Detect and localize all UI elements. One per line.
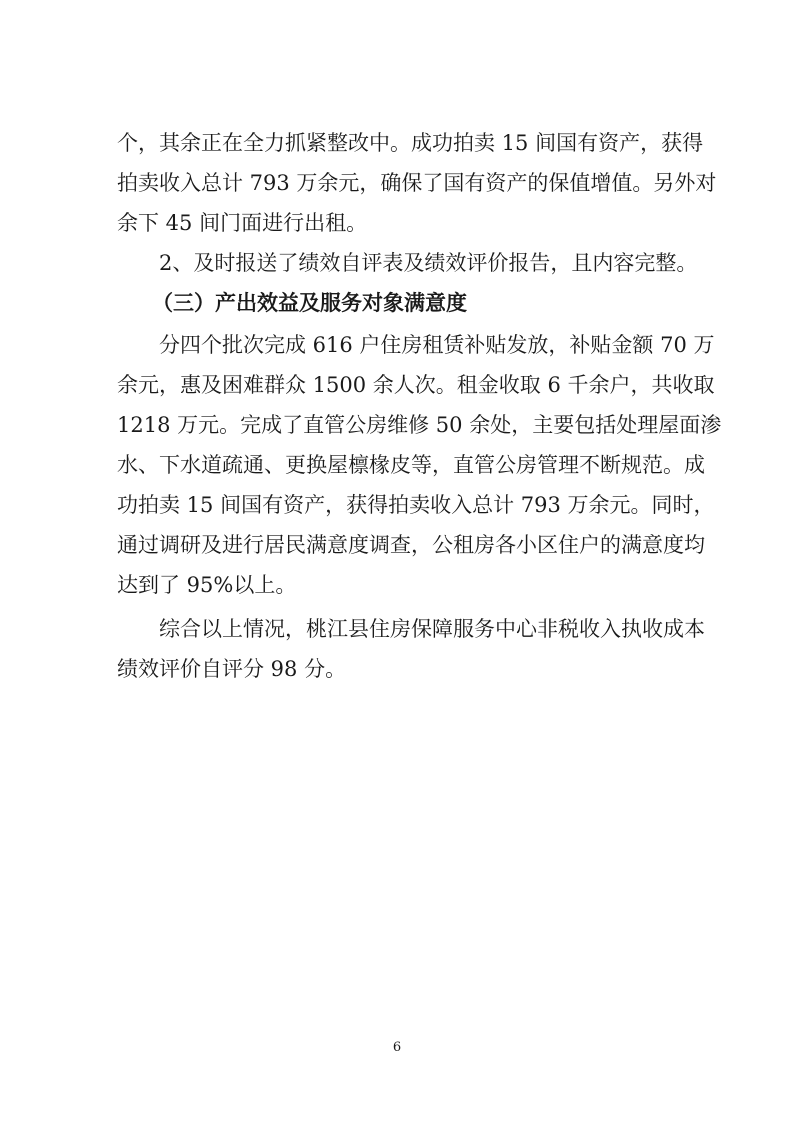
- text-line: 个，其余正在全力抓紧整改中。成功拍卖 15 间国有资产，获得: [117, 131, 704, 155]
- text-line: 功拍卖 15 间国有资产，获得拍卖收入总计 793 万余元。同时，: [117, 493, 715, 517]
- text-line: 综合以上情况，桃江县住房保障服务中心非税收入执收成本: [159, 617, 705, 641]
- text-line: 2、及时报送了绩效自评表及绩效评价报告，且内容完整。: [159, 251, 698, 275]
- text-line: 分四个批次完成 616 户住房租赁补贴发放，补贴金额 70 万: [159, 333, 715, 357]
- page-number: 6: [392, 1040, 402, 1055]
- text-line: 达到了 95%以上。: [117, 573, 297, 597]
- text-line: 余下 45 间门面进行出租。: [117, 211, 368, 235]
- text-line: 通过调研及进行居民满意度调查，公租房各小区住户的满意度均: [117, 533, 705, 557]
- text-line: 余元，惠及困难群众 1500 余人次。租金收取 6 千余户，共收取: [117, 373, 715, 397]
- text-line: 1218 万元。完成了直管公房维修 50 余处，主要包括处理屋面渗: [117, 413, 722, 437]
- section-heading: （三）产出效益及服务对象满意度: [152, 290, 467, 315]
- text-line: 绩效评价自评分 98 分。: [117, 657, 347, 681]
- text-line: 水、下水道疏通、更换屋檩椽皮等，直管公房管理不断规范。成: [117, 453, 705, 477]
- text-line: 拍卖收入总计 793 万余元，确保了国有资产的保值增值。另外对: [117, 171, 717, 195]
